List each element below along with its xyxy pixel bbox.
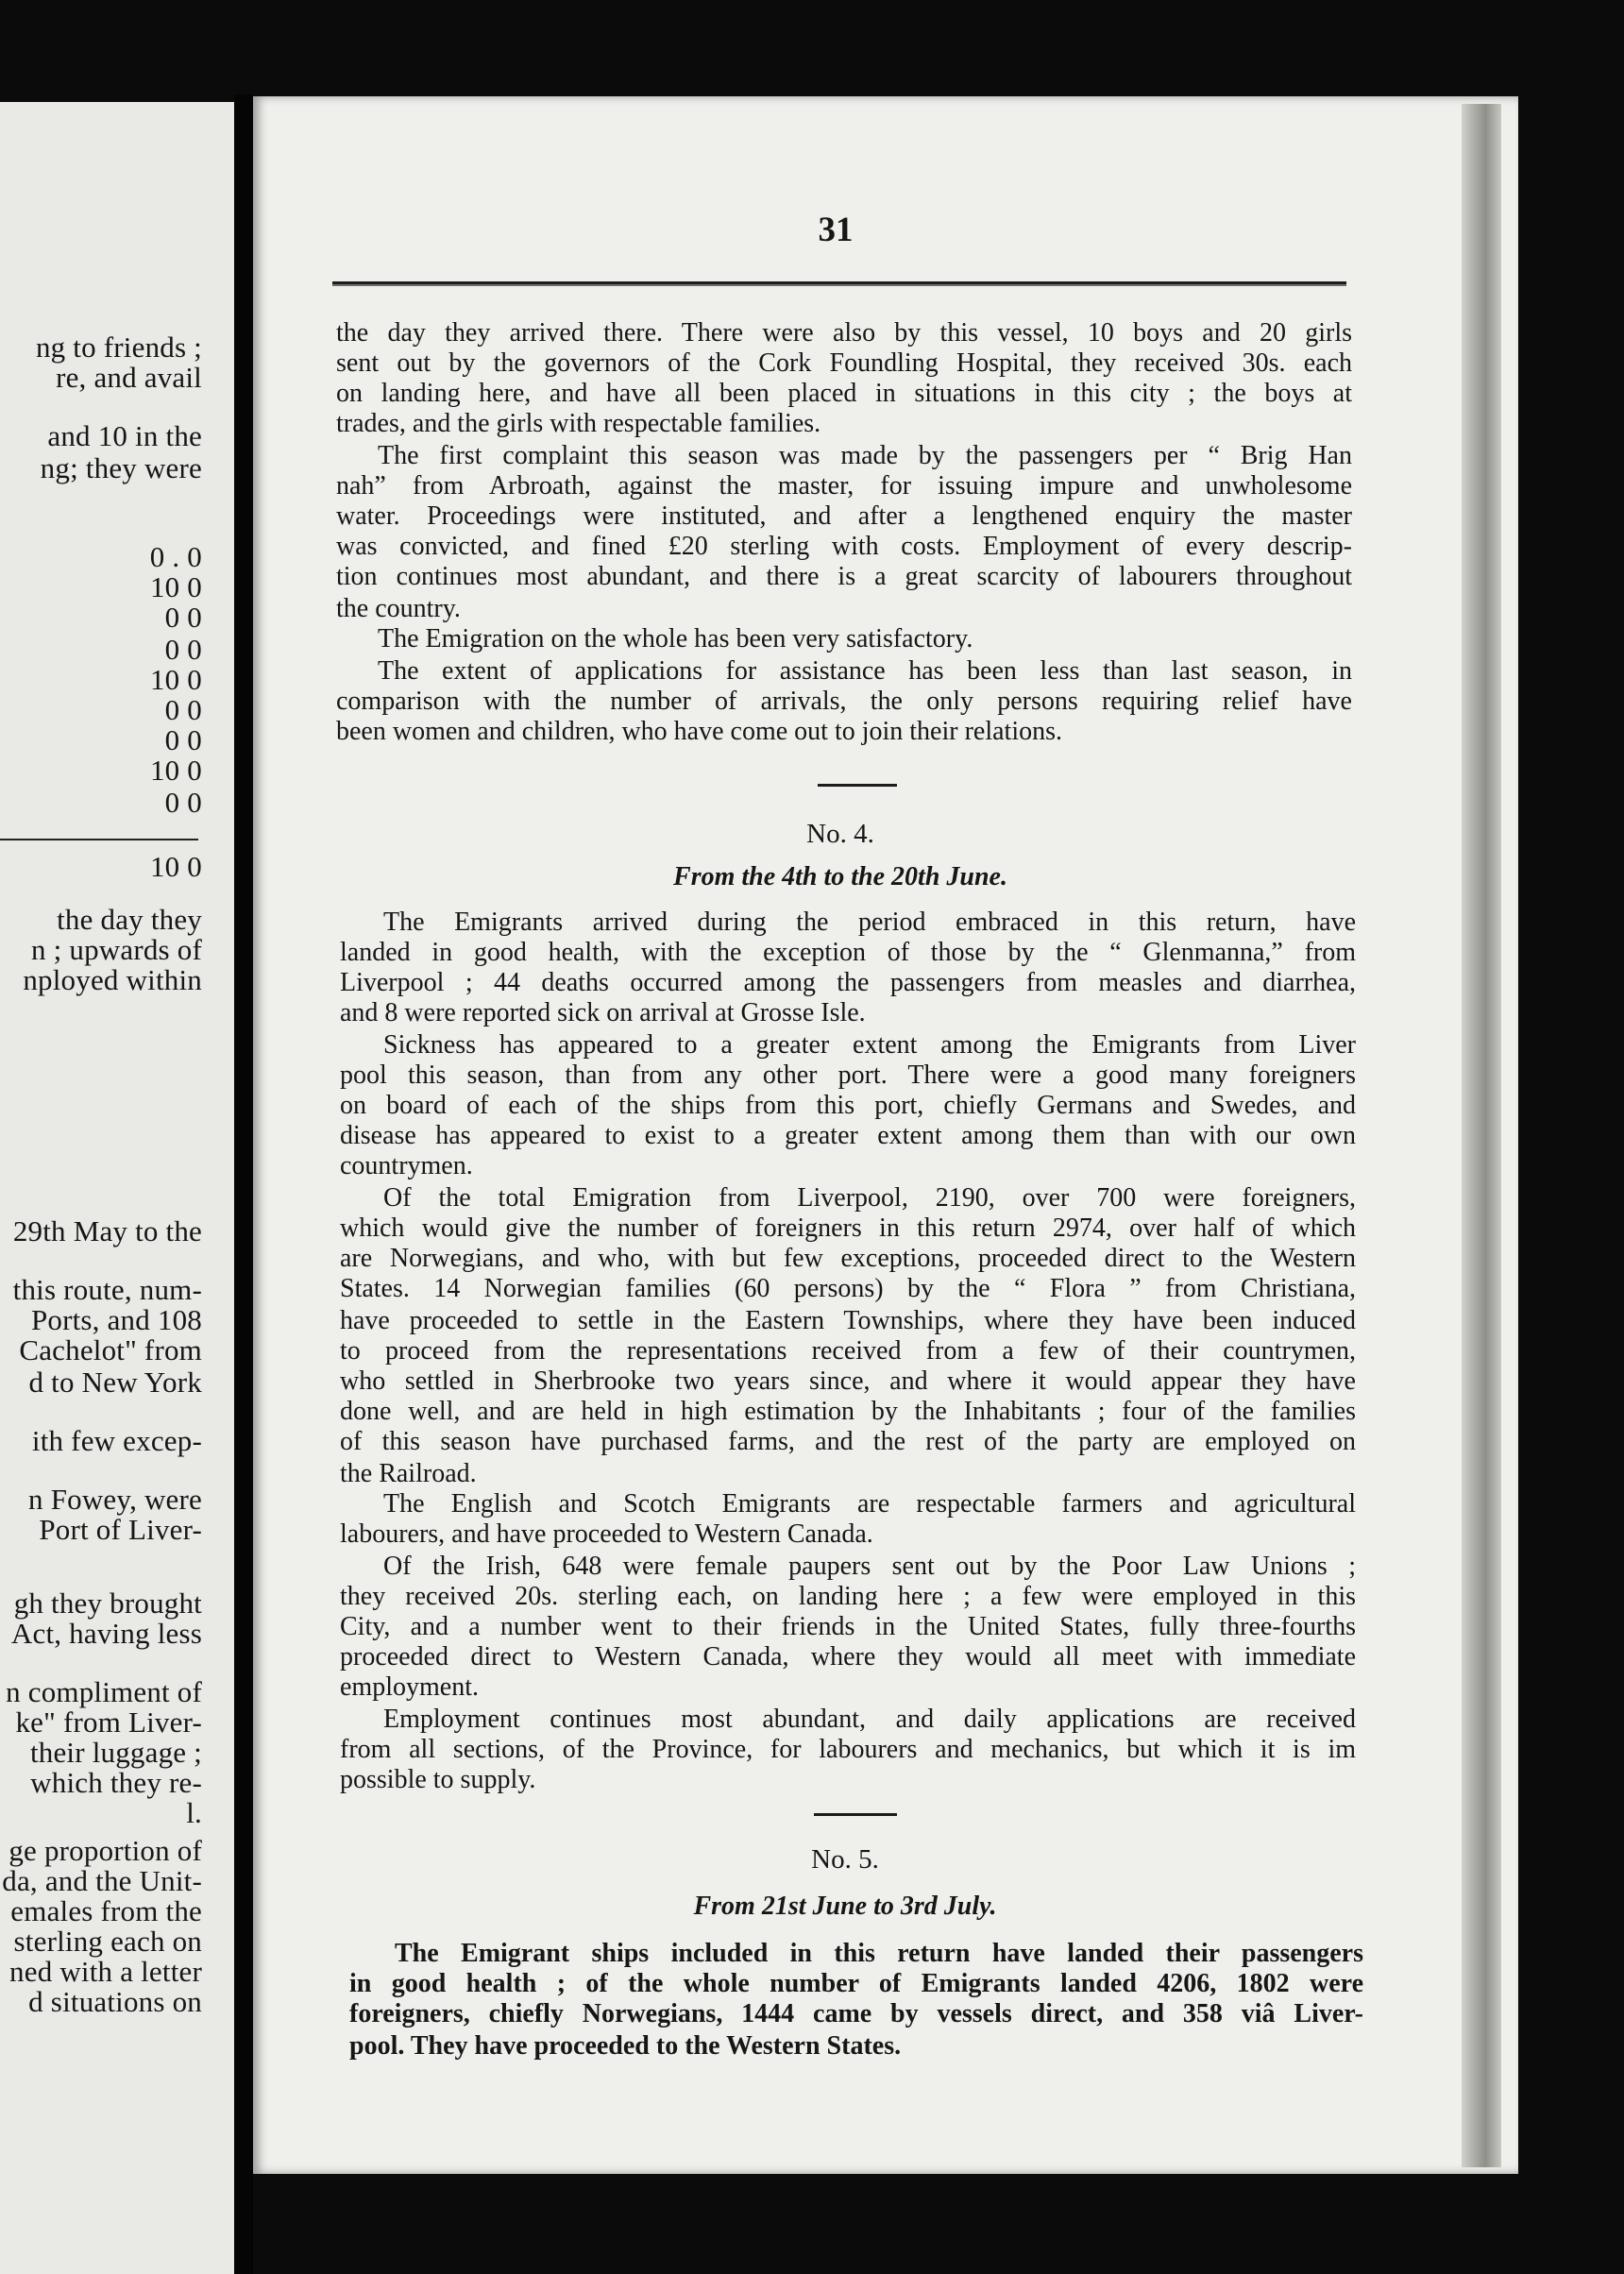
intro-line: nah” from Arbroath, against the master, for issuing impure and unwholesome [336, 471, 1352, 501]
left-page-line: ng to friends ; [35, 331, 202, 364]
left-page-line: their luggage ; [29, 1736, 202, 1769]
section-5-line: pool. They have proceeded to the Western States. [349, 2031, 902, 2061]
section-4-divider [818, 784, 897, 787]
section-4-line: of this season have purchased farms, and the rest of the party are employed on [340, 1427, 1356, 1456]
section-4-line: Liverpool ; 44 deaths occurred among the passengers from measles and diarrhea, [340, 968, 1356, 997]
left-page-line: 0 0 [164, 601, 202, 634]
section-4-line: which would give the number of foreigners in this return 2974, over half of which [340, 1213, 1356, 1243]
header-rule [332, 281, 1346, 286]
left-page-line: which they re- [30, 1766, 202, 1799]
left-page-line: Ports, and 108 [30, 1303, 202, 1336]
section-5-divider [814, 1813, 897, 1816]
intro-line: on landing here, and have all been placed in situations in this city ; the boys at [336, 379, 1352, 408]
left-page-line: d to New York [28, 1366, 202, 1399]
section-4-line: Sickness has appeared to a greater extent among the Emigrants from Liver [383, 1030, 1356, 1060]
left-page-line: ke" from Liver- [15, 1706, 202, 1739]
intro-line: was convicted, and fined £20 sterling with costs. Employment of every descrip- [336, 532, 1352, 561]
section-4-line: who settled in Sherbrooke two years since, and where it would appear they have [340, 1366, 1356, 1396]
section-4-line: have proceeded to settle in the Eastern Townships, where they have been induced [340, 1306, 1356, 1335]
section-4-line: Of the Irish, 648 were female paupers sent out by the Poor Law Unions ; [383, 1552, 1356, 1581]
intro-line: The extent of applications for assistance has been less than last season, in [378, 656, 1352, 686]
left-page-fragment [0, 102, 234, 2274]
left-page-line: 10 0 [149, 663, 202, 696]
left-page-line: l. [186, 1796, 202, 1829]
left-page-line: and 10 in the [47, 419, 202, 452]
intro-line: the day they arrived there. There were also by this vessel, 10 boys and 20 girls [336, 318, 1352, 348]
section-4-line: and 8 were reported sick on arrival at Grosse Isle. [340, 998, 866, 1027]
book-spine [234, 94, 253, 2274]
intro-line: comparison with the number of arrivals, the only persons requiring relief have [336, 687, 1352, 716]
section-4-line: labourers, and have proceeded to Western Canada. [340, 1519, 873, 1549]
section-4-line: on board of each of the ships from this port, chiefly Germans and Swedes, and [340, 1091, 1356, 1120]
section-4-line: employment. [340, 1672, 479, 1702]
intro-line: the country. [336, 594, 461, 623]
left-page-line: n compliment of [6, 1675, 202, 1708]
section-4-line: States. 14 Norwegian families (60 persons) by the “ Flora ” from Christiana, [340, 1274, 1356, 1303]
intro-line: sent out by the governors of the Cork Foundling Hospital, they received 30s. each [336, 348, 1352, 378]
section-5-heading: No. 5. [811, 1844, 879, 1875]
section-5-line: The Emigrant ships included in this return have landed their passengers [395, 1939, 1363, 1968]
intro-line: trades, and the girls with respectable families. [336, 409, 821, 438]
left-page-line: the day they [57, 903, 202, 936]
intro-line: been women and children, who have come out to join their relations. [336, 717, 1063, 746]
section-4-line: The Emigrants arrived during the period embraced in this return, have [383, 908, 1356, 937]
section-4-line: from all sections, of the Province, for labourers and mechanics, but which it is im [340, 1735, 1356, 1764]
section-4-line: the Railroad. [340, 1459, 477, 1488]
left-page-line: n Fowey, were [28, 1483, 202, 1516]
section-4-line: pool this season, than from any other port. There were a good many foreigners [340, 1061, 1356, 1090]
section-4-line: they received 20s. sterling each, on landing here ; a few were employed in this [340, 1582, 1356, 1611]
section-4-subheading: From the 4th to the 20th June. [673, 862, 1007, 891]
left-page-line: Cachelot" from [19, 1333, 202, 1366]
left-page-line: emales from the [10, 1894, 202, 1927]
left-page-line: 0 0 [164, 786, 202, 819]
left-page-line: 0 0 [164, 693, 202, 726]
left-page-line: Port of Liver- [39, 1513, 202, 1546]
page-number: 31 [818, 211, 854, 249]
section-4-line: landed in good health, with the exception of those by the “ Glenmanna,” from [340, 938, 1356, 967]
left-page-line: 0 0 [164, 633, 202, 666]
section-4-line: disease has appeared to exist to a greater extent among them than with our own [340, 1121, 1356, 1150]
left-page-line: n ; upwards of [30, 933, 202, 966]
section-4-line: are Norwegians, and who, with but few exceptions, proceeded direct to the Western [340, 1244, 1356, 1273]
section-4-line: possible to supply. [340, 1765, 536, 1794]
left-page-line: this route, num- [12, 1273, 202, 1306]
left-page-total-rule [0, 839, 198, 840]
left-page-line: ned with a letter [9, 1955, 202, 1988]
intro-line: tion continues most abundant, and there is a great scarcity of labourers throughout [336, 562, 1352, 591]
left-page-line: nployed within [23, 963, 202, 996]
section-4-line: City, and a number went to their friends in the United States, fully three-fourths [340, 1612, 1356, 1641]
left-page-line: ith few excep- [31, 1424, 202, 1457]
section-4-heading: No. 4. [806, 819, 874, 849]
intro-line: water. Proceedings were instituted, and after a lengthened enquiry the master [336, 501, 1352, 531]
section-4-line: The English and Scotch Emigrants are respectable farmers and agricultural [383, 1489, 1356, 1519]
section-4-line: countrymen. [340, 1151, 473, 1180]
section-4-line: proceeded direct to Western Canada, where they would all meet with immediate [340, 1642, 1356, 1672]
left-page-line: re, and avail [56, 361, 202, 394]
section-5-line: foreigners, chiefly Norwegians, 1444 came by vessels direct, and 358 viâ Liver- [349, 1999, 1363, 2028]
left-page-line: sterling each on [13, 1925, 202, 1958]
left-page-line: d situations on [28, 1985, 202, 2018]
intro-line: The Emigration on the whole has been very satisfactory. [378, 624, 973, 653]
section-4-line: Of the total Emigration from Liverpool, 2190, over 700 were foreigners, [383, 1183, 1356, 1213]
left-page-line: 0 0 [164, 723, 202, 756]
section-4-line: to proceed from the representations received from a few of their countrymen, [340, 1336, 1356, 1366]
section-4-line: done well, and are held in high estimation by the Inhabitants ; four of the families [340, 1397, 1356, 1426]
left-page-line: gh they brought [13, 1587, 202, 1620]
page-edge [1462, 104, 1501, 2167]
left-page-line: ng; they were [40, 451, 202, 484]
left-page-line: 10 0 [149, 850, 202, 883]
section-5-line: in good health ; of the whole number of Emigrants landed 4206, 1802 were [349, 1969, 1363, 1998]
left-page-line: 10 0 [149, 754, 202, 787]
left-page-line: Act, having less [10, 1617, 202, 1650]
left-page-line: 10 0 [149, 570, 202, 603]
section-4-line: Employment continues most abundant, and daily applications are received [383, 1705, 1356, 1734]
left-page-line: 0 . 0 [149, 540, 202, 573]
left-page-line: 29th May to the [12, 1214, 202, 1247]
intro-line: The first complaint this season was made by the passengers per “ Brig Han [378, 441, 1352, 470]
left-page-line: ge proportion of [8, 1834, 202, 1867]
left-page-line: da, and the Unit- [2, 1864, 202, 1897]
section-5-subheading: From 21st June to 3rd July. [693, 1892, 997, 1921]
